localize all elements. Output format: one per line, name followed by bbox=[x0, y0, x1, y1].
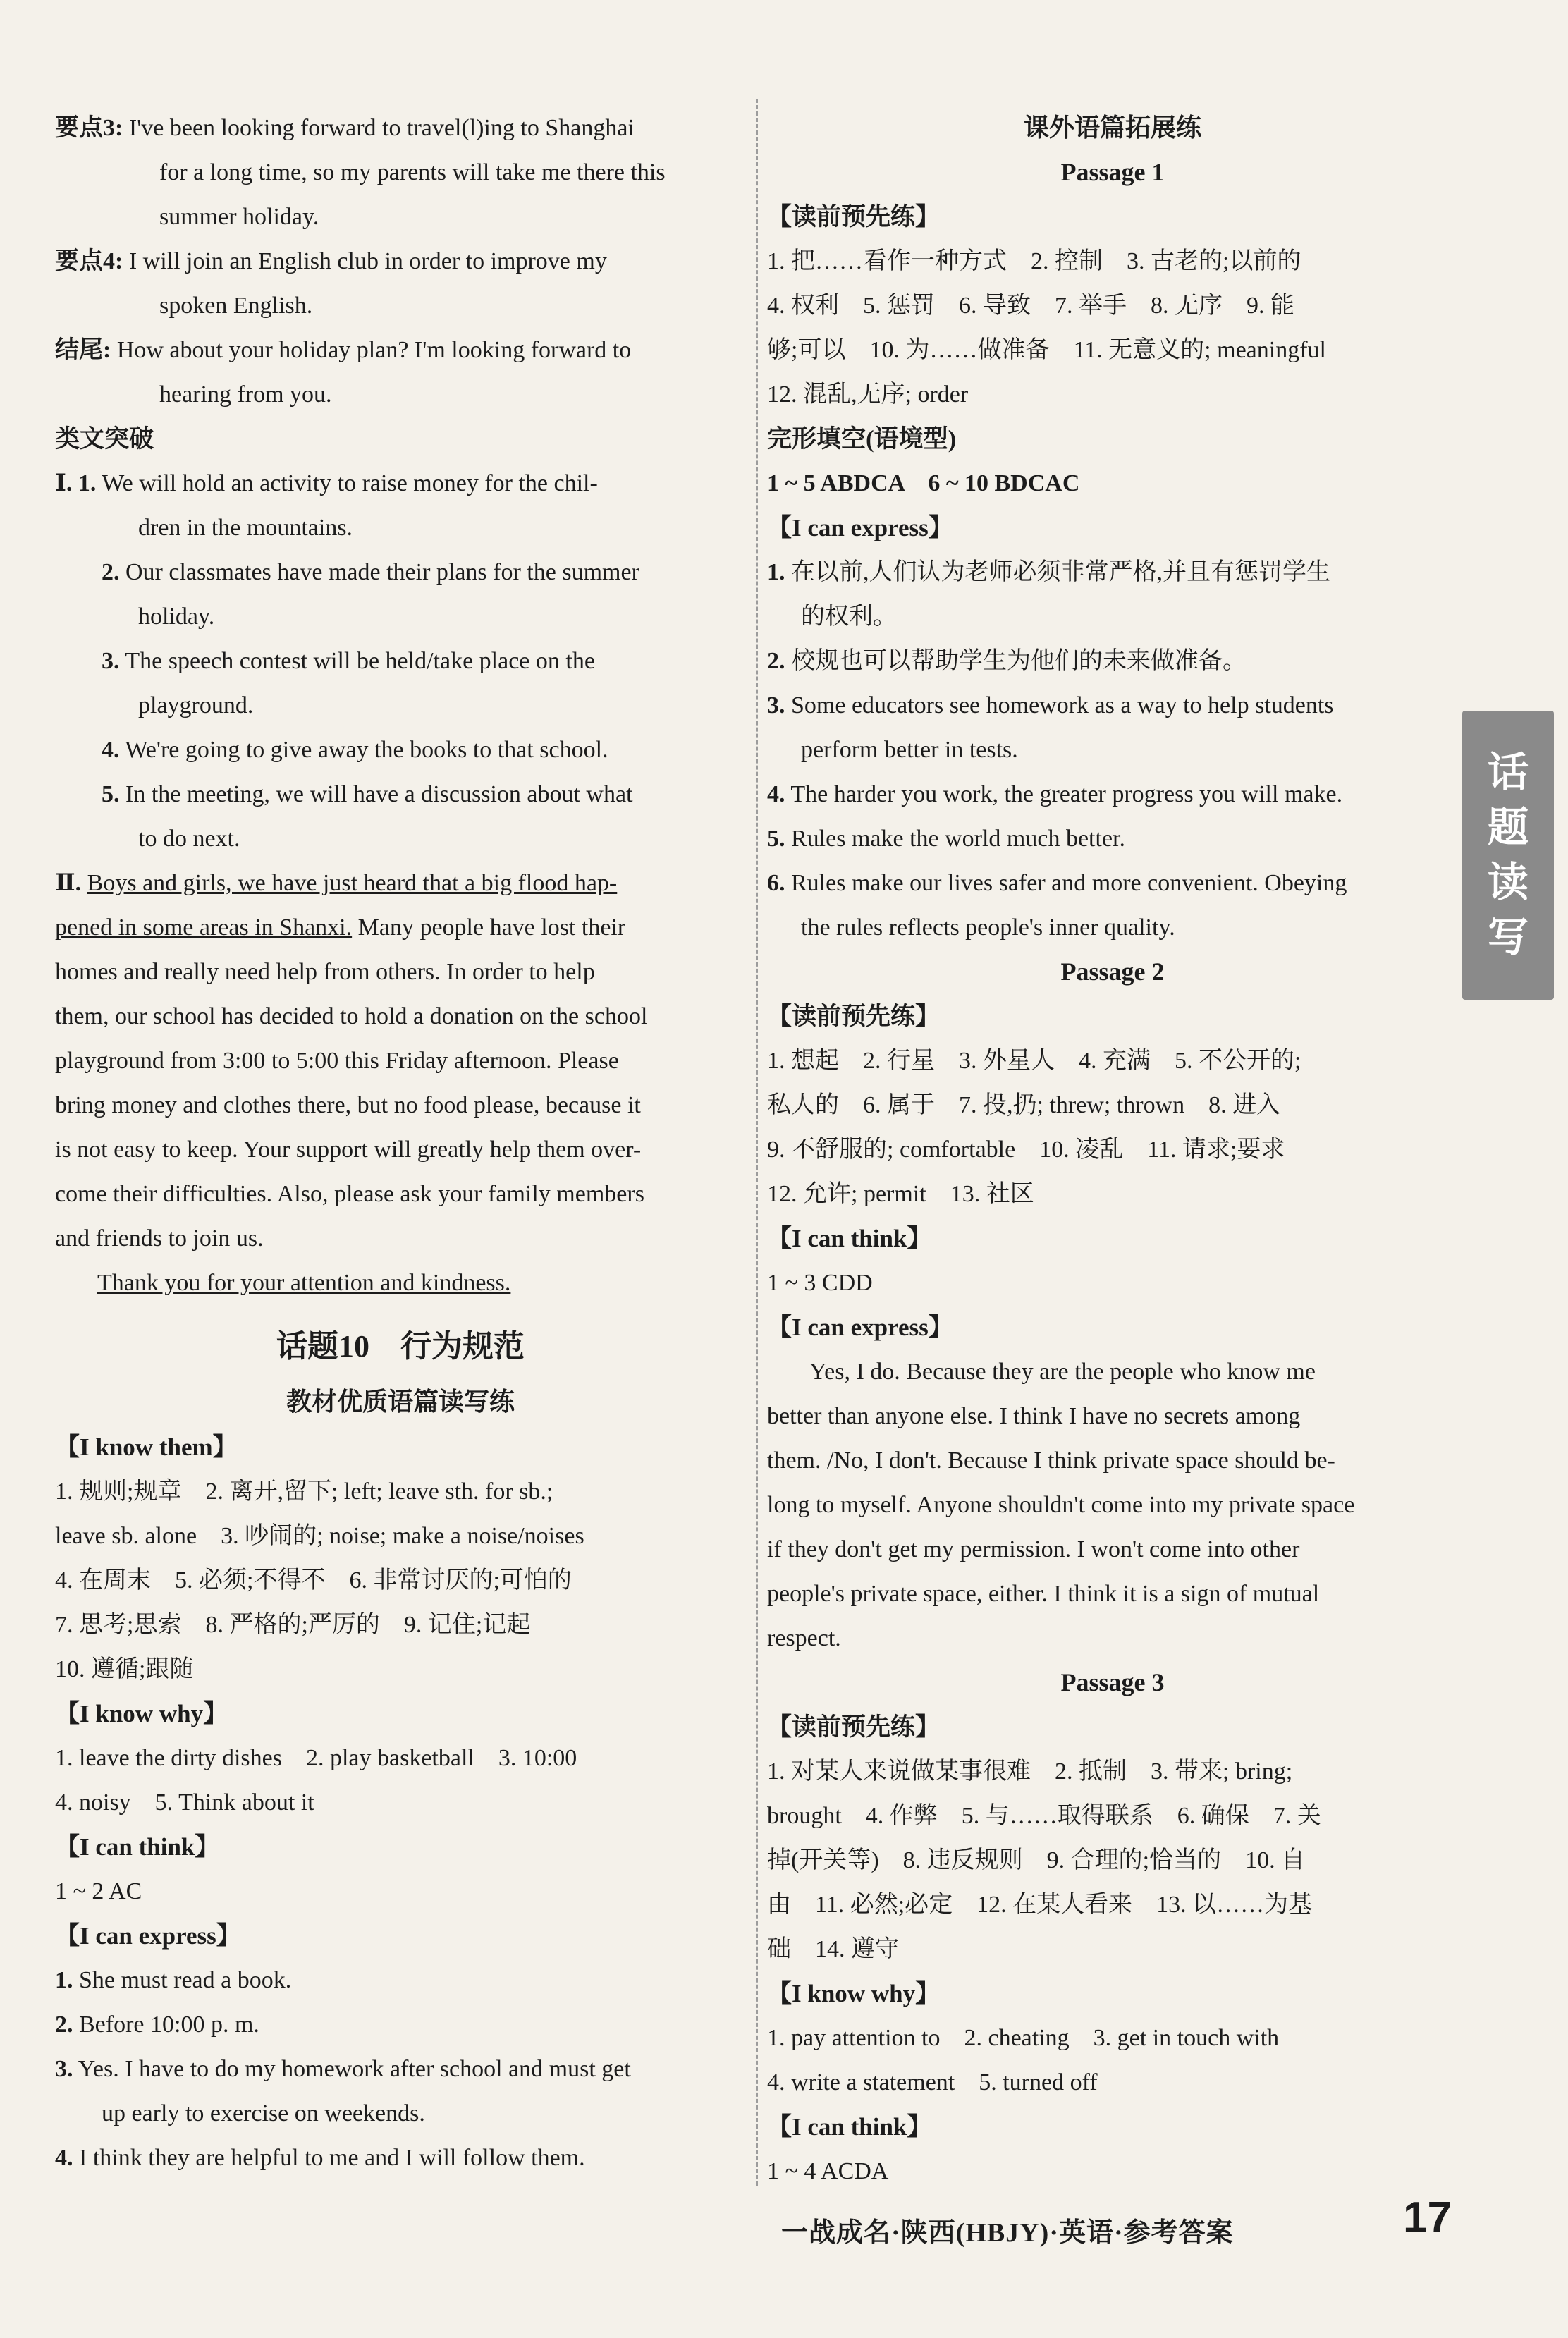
passage-2-title: Passage 2 bbox=[1060, 957, 1165, 986]
page-number: 17 bbox=[1403, 2193, 1452, 2242]
p1-express-list: 1. 在以前,人们认为老师必须非常严格,并且有惩罚学生 的权利。 2. 校规也可以帮助学生为他们的未来做准备。 3. Some educators see homework as a way to help students perform better in tests. 4. The harder you work, the greater progress you will make. 5. Rules make the world much better. 6. Rules make our lives safer and more convenient. Obeying the rules reflects people's inner quality. bbox=[767, 559, 1347, 941]
topic-subtitle: 教材优质语篇读写练 bbox=[286, 1388, 515, 1416]
p1-pre-reading-heading: 【读前预先练】 bbox=[767, 203, 941, 231]
topic-title: 话题10 行为规范 bbox=[276, 1329, 525, 1364]
can-express-heading: 【I can express】 bbox=[55, 1922, 241, 1950]
part-1-list: Ⅰ. 1. We will hold an activity to raise money for the chil- dren in the mountains. 2. Our classmates have made their plans for the summer holiday. 3. The speech contest will be held/take place on the playground. 4. We're going to give away the books to that school. 5. In the meeting, we will have a discussion about what to do next. bbox=[55, 470, 639, 852]
essay-point-3: 要点3: I've been looking forward to travel(l)ing to Shanghai for a long time, so my parents will take me there this summer holiday. bbox=[55, 115, 666, 230]
p3-think-answer: 1 ~ 4 ACDA bbox=[767, 2158, 889, 2184]
can-think-heading: 【I can think】 bbox=[55, 1833, 220, 1861]
p2-express-heading: 【I can express】 bbox=[767, 1314, 953, 1341]
p1-cloze-heading: 完形填空(语境型) bbox=[767, 425, 957, 453]
p3-why-heading: 【I know why】 bbox=[767, 1980, 941, 2007]
can-express-list: 1. She must read a book. 2. Before 10:00 p. m. 3. Yes. I have to do my homework after school and must get up early to exercise on weekends. 4. I think they are helpful to me and I will follow them. bbox=[55, 1967, 631, 2171]
left-column bbox=[55, 106, 746, 2180]
p2-pre-reading-heading: 【读前预先练】 bbox=[767, 1003, 941, 1030]
p2-pre-reading-list: 1. 想起 2. 行星 3. 外星人 4. 充满 5. 不公开的; 私人的 6. 属于 7. 投,扔; threw; thrown 8. 进入 9. 不舒服的; comfortable 10. 凌乱 11. 请求;要求 12. 允许; permit 13. 社区 bbox=[767, 1048, 1301, 1207]
extension-section-title: 课外语篇拓展练 bbox=[1023, 114, 1201, 142]
essay-ending: 结尾: How about your holiday plan? I'm looking forward to hearing from you. bbox=[55, 337, 632, 408]
similar-text-heading: 类文突破 bbox=[55, 425, 154, 453]
topic-reading-writing-tab: 话 题 读 写 bbox=[1462, 711, 1554, 1000]
right-column bbox=[767, 106, 1458, 2193]
p2-think-answer: 1 ~ 3 CDD bbox=[767, 1270, 873, 1296]
p1-cloze-answers: 1 ~ 5 ABDCA 6 ~ 10 BDCAC bbox=[767, 470, 1080, 496]
know-them-list: 1. 规则;规章 2. 离开,留下; left; leave sth. for sb.; leave sb. alone 3. 吵闹的; noise; make a noise/noises 4. 在周末 5. 必须;不得不 6. 非常讨厌的;可怕的 7. 思考;思索 8. 严格的;严厉的 9. 记住;记起 10. 遵循;跟随 bbox=[55, 1479, 584, 1682]
p2-express-paragraph: Yes, I do. Because they are the people who know me better than anyone else. I think I have no secrets among them. /No, I don't. Because I think private space should be- long to myself. Anyone shouldn't come into my private space if they don't get my permission. I won't come into other people's private space, either. I think it is a sign of mutual respect. bbox=[767, 1359, 1355, 1651]
know-why-list: 1. leave the dirty dishes 2. play basketball 3. 10:00 4. noisy 5. Think about it bbox=[55, 1745, 577, 1816]
p3-pre-reading-list: 1. 对某人来说做某事很难 2. 抵制 3. 带来; bring; brought 4. 作弊 5. 与……取得联系 6. 确保 7. 关 掉(开关等) 8. 违反规则 9. 合理的;恰当的 10. 自 由 11. 必然;必定 12. 在某人看来 13. 以……为基 础 14. 遵守 bbox=[767, 1758, 1321, 1962]
p3-pre-reading-heading: 【读前预先练】 bbox=[767, 1713, 941, 1741]
page-footer: 一战成名·陕西(HBJY)·英语·参考答案 bbox=[781, 2218, 1234, 2248]
know-them-heading: 【I know them】 bbox=[55, 1433, 238, 1461]
can-think-answer: 1 ~ 2 AC bbox=[55, 1878, 142, 1904]
know-why-heading: 【I know why】 bbox=[55, 1700, 228, 1727]
p1-pre-reading-list: 1. 把……看作一种方式 2. 控制 3. 古老的;以前的 4. 权利 5. 惩罚 6. 导致 7. 举手 8. 无序 9. 能 够;可以 10. 为……做准备 11. 无意义的; meaningful 12. 混乱,无序; order bbox=[767, 248, 1326, 408]
essay-point-4: 要点4: I will join an English club in order to improve my spoken English. bbox=[55, 248, 607, 319]
column-divider bbox=[756, 99, 758, 2186]
passage-3-title: Passage 3 bbox=[1060, 1668, 1165, 1696]
p2-think-heading: 【I can think】 bbox=[767, 1225, 932, 1252]
part-2-notice: Ⅱ. Boys and girls, we have just heard that a big flood hap- pened in some areas in Shanxi. Many people have lost their homes and really need help from others. In order to help them, our school has decided to hold a donation on the school playground from 3:00 to 5:00 this Friday afternoon. Please bring money and clothes there, but no food please, because it is not easy to keep. Your support will greatly help them over- come their difficulties. Also, please ask your family members and friends to join us. Thank you for your attention and kindness. bbox=[55, 870, 648, 1296]
p3-think-heading: 【I can think】 bbox=[767, 2113, 932, 2141]
passage-1-title: Passage 1 bbox=[1060, 158, 1165, 186]
p1-express-heading: 【I can express】 bbox=[767, 514, 953, 541]
p3-why-list: 1. pay attention to 2. cheating 3. get in touch with 4. write a statement 5. turned off bbox=[767, 2025, 1280, 2095]
